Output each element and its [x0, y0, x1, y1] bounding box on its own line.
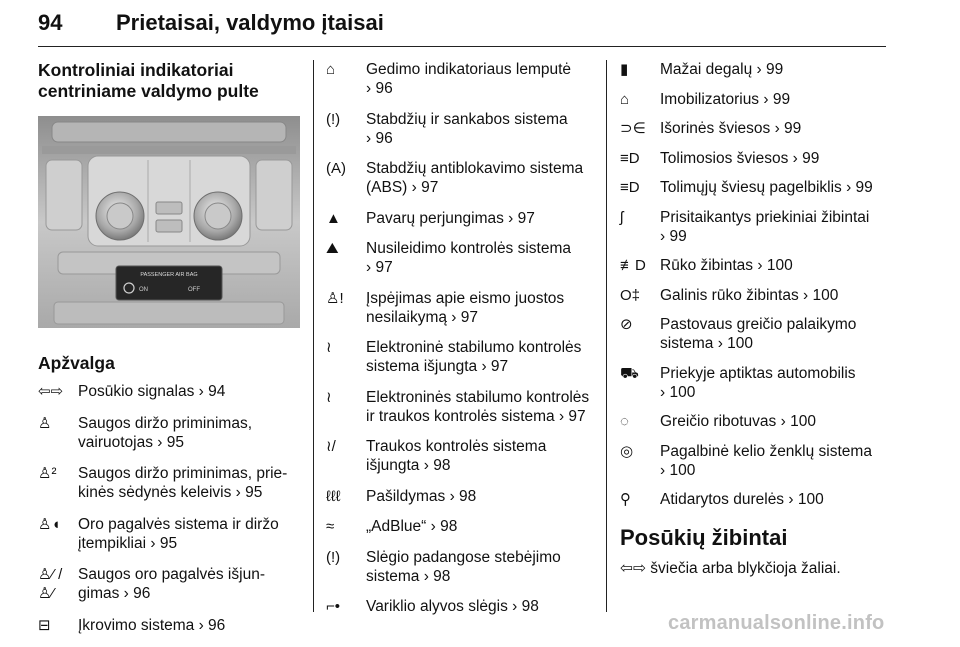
fuel-icon: ▮	[620, 61, 629, 78]
turn-signal-icon: ⇦⇨	[620, 560, 646, 577]
indicator-row	[620, 442, 890, 480]
indicator-text	[366, 548, 592, 586]
indicator-label: Stabdžių ir sankabos sistema	[366, 110, 568, 128]
airbag-icon: ♙◖	[38, 515, 61, 533]
vehicle-ahead-icon: ⛟	[620, 364, 639, 382]
page-reference-link[interactable]: › 100	[660, 461, 696, 479]
indicator-text	[660, 286, 890, 305]
indicator-text	[660, 256, 890, 275]
indicator-text	[366, 597, 592, 616]
page-reference-link[interactable]: › 100	[660, 383, 696, 401]
indicator-text	[366, 110, 592, 148]
indicator-label: Elektroninės stabilumo kontrolės ir traukos kontrolės sistema	[366, 388, 590, 425]
photo-label: PASSENGER AIR BAG	[140, 272, 198, 278]
indicator-row	[620, 119, 890, 138]
page-reference-link[interactable]: › 100	[757, 257, 793, 274]
indicator-label: Slėgio padangose stebėjimo sistema	[366, 548, 561, 585]
indicator-label: Tolimųjų šviesų pagelbiklis	[660, 179, 847, 196]
indicator-label: Priekyje aptiktas automobilis	[660, 364, 856, 382]
page-reference-link[interactable]: › 99	[763, 90, 791, 108]
page-reference-link[interactable]: › 100	[803, 286, 839, 304]
page-reference-link[interactable]: › 97	[366, 259, 393, 276]
page-reference-link[interactable]: › 97	[508, 209, 535, 227]
watermark: carmanualsonline.info	[668, 612, 885, 634]
paragraph	[620, 559, 890, 578]
indicator-text	[660, 364, 890, 402]
overview-title: Apžvalga	[38, 353, 115, 373]
tire-pressure-icon: (!)	[326, 548, 341, 566]
page-reference-link[interactable]: › 99	[846, 179, 873, 196]
exterior-lights-icon: ⊃∈	[620, 120, 646, 137]
page-reference-link[interactable]: › 100	[717, 335, 754, 352]
indicator-label: Traukos kontrolės sistema išjungta	[366, 438, 547, 474]
high-beam-assist-icon: ≡D	[620, 179, 640, 196]
indicator-text	[660, 412, 890, 431]
oil-pressure-icon: ⌐•	[326, 598, 341, 615]
adblue-icon: ≈	[326, 518, 335, 535]
indicator-row	[326, 388, 592, 426]
indicator-label: Išorinės šviesos	[660, 120, 775, 137]
column-1	[38, 60, 300, 647]
preheat-icon: ℓℓℓ	[326, 487, 341, 505]
indicator-text	[660, 315, 890, 353]
indicator-row	[620, 208, 890, 246]
cruise-control-icon: ⊘	[620, 316, 633, 333]
page-reference-link[interactable]: › 97	[411, 179, 439, 196]
abs-icon: (A)	[326, 160, 346, 177]
indicator-label: Variklio alyvos slėgis	[366, 598, 513, 615]
page-reference-link[interactable]: › 99	[774, 120, 802, 137]
indicator-row	[38, 565, 300, 603]
page-reference-link[interactable]: › 98	[430, 518, 458, 535]
indicator-text	[366, 60, 592, 98]
indicator-label: Mažai degalų	[660, 61, 757, 78]
indicator-row	[620, 286, 890, 305]
indicator-row	[326, 597, 592, 616]
page-reference-link[interactable]: › 95	[157, 433, 184, 451]
immobilizer-icon: ⌂	[620, 90, 630, 108]
indicator-text	[660, 60, 890, 79]
indicator-text	[366, 487, 592, 506]
indicator-row	[620, 256, 890, 275]
indicator-row	[326, 437, 592, 475]
esc-off-icon: ≀	[326, 339, 332, 356]
indicator-text	[78, 382, 300, 401]
indicator-text	[660, 178, 890, 197]
indicator-row	[326, 60, 592, 98]
page-reference-link[interactable]: › 99	[756, 61, 784, 78]
speed-limiter-icon: ◌	[620, 413, 629, 430]
page-reference-link[interactable]: › 96	[366, 80, 393, 97]
indicator-row	[326, 338, 592, 376]
indicator-list	[326, 60, 592, 616]
indicator-label: Įkrovimo sistema	[78, 616, 199, 634]
indicator-text	[78, 565, 300, 603]
indicator-row	[38, 616, 300, 635]
page-title: Prietaisai, valdymo įtaisai	[116, 10, 384, 35]
column-divider	[606, 60, 607, 612]
adaptive-headlight-icon: ʃ	[620, 208, 624, 226]
indicator-label: Pagalbinė kelio ženklų sistema	[660, 442, 872, 460]
indicator-label: Prisitaikantys priekiniai žibintai	[660, 208, 870, 226]
indicator-row	[326, 239, 592, 277]
indicator-row	[326, 487, 592, 506]
indicator-label: Saugos oro pagalvės išjungimas	[78, 566, 265, 602]
indicator-label: Rūko žibintas	[660, 257, 758, 274]
airbag-off-icon: ♙⁄	[38, 585, 54, 602]
indicator-row	[620, 60, 890, 79]
indicator-row	[620, 412, 890, 431]
rear-fog-icon: O‡	[620, 286, 641, 304]
indicator-label: Įspėjimas apie eismo juostos nesilaikymą	[366, 289, 565, 326]
page-reference-link[interactable]: › 95	[235, 484, 263, 501]
page-reference-link[interactable]: › 96	[123, 585, 151, 602]
page-reference-link[interactable]: › 98	[512, 598, 539, 615]
page-reference-link[interactable]: › 97	[451, 308, 478, 326]
indicator-text	[660, 208, 890, 246]
lane-departure-icon: ♙!	[326, 289, 344, 307]
high-beam-icon: ≡D	[620, 149, 640, 167]
column-2	[326, 60, 592, 628]
indicator-text	[660, 490, 890, 509]
indicator-text	[78, 616, 300, 635]
page-reference-link[interactable]: › 98	[449, 487, 477, 505]
indicator-label: Pavarų perjungimas	[366, 209, 509, 227]
indicator-row	[326, 517, 592, 536]
indicator-text	[366, 239, 592, 277]
indicator-row	[326, 209, 592, 228]
section-title: Posūkių žibintai	[620, 525, 788, 550]
indicator-text	[366, 338, 592, 376]
indicator-text	[366, 437, 592, 475]
indicator-row	[326, 289, 592, 327]
brake-icon: (!)	[326, 110, 341, 128]
indicator-row	[620, 315, 890, 353]
page-reference-link[interactable]: › 96	[366, 129, 393, 147]
indicator-text	[366, 388, 592, 426]
indicator-text	[78, 414, 300, 452]
indicator-list	[38, 382, 300, 635]
seatbelt-driver-icon: ♙	[38, 414, 52, 432]
battery-icon: ⊟	[38, 616, 51, 634]
page-reference-link[interactable]: › 95	[150, 534, 178, 552]
turn-signal-icon: ⇦⇨	[38, 383, 64, 400]
gear-shift-icon: ▲	[326, 209, 341, 227]
page-header	[38, 6, 886, 46]
page-reference-link[interactable]: › 100	[788, 491, 824, 508]
indicator-row	[38, 464, 300, 502]
indicator-text	[660, 119, 890, 138]
indicator-label: Tolimosios šviesos	[660, 149, 793, 167]
indicator-row	[38, 382, 300, 401]
airbag-off-icon	[38, 565, 78, 603]
indicator-text	[660, 90, 890, 109]
page-reference-link[interactable]: › 98	[423, 457, 451, 474]
esc-icon: ≀	[326, 388, 332, 406]
page-reference-link[interactable]: › 97	[481, 358, 509, 375]
airbag-off-icon: ♙⁄ /	[38, 566, 63, 583]
header-divider	[38, 46, 886, 47]
indicator-label: Imobilizatorius	[660, 90, 764, 108]
indicator-row	[326, 110, 592, 148]
photo-on-text: ON	[139, 287, 148, 293]
indicator-text	[660, 149, 890, 168]
indicator-text	[366, 289, 592, 327]
indicator-row	[620, 490, 890, 509]
page-reference-link[interactable]: › 100	[780, 413, 816, 430]
indicator-label: Greičio ribotuvas	[660, 413, 781, 430]
indicator-row	[38, 414, 300, 452]
column-divider	[313, 60, 314, 612]
indicator-text	[366, 209, 592, 228]
page-reference-link[interactable]: › 99	[660, 227, 687, 245]
page-reference-link[interactable]: › 97	[558, 407, 586, 425]
indicator-text	[366, 159, 592, 197]
indicator-row	[38, 515, 300, 553]
indicator-row	[620, 178, 890, 197]
indicator-label: Oro pagalvės sistema ir diržo įtempikliai	[78, 515, 279, 552]
page-reference-link[interactable]: › 94	[198, 383, 226, 400]
indicator-label: Saugos diržo priminimas, vairuotojas	[78, 414, 253, 451]
hill-descent-icon: ⛰	[326, 240, 339, 257]
door-open-icon: ⚲	[620, 491, 631, 508]
indicator-text	[366, 517, 592, 536]
indicator-row	[620, 90, 890, 109]
page-reference-link[interactable]: › 98	[423, 567, 451, 585]
indicator-label: „AdBlue“	[366, 518, 431, 535]
traffic-sign-icon: ◎	[620, 442, 634, 460]
indicator-label: Saugos diržo priminimas, priekinės sėdynės keleivis	[78, 465, 288, 501]
indicator-label: Gedimo indikatoriaus lemputė	[366, 61, 572, 78]
indicator-row	[326, 159, 592, 197]
page-reference-link[interactable]: › 96	[198, 616, 226, 634]
column-3	[620, 60, 890, 578]
indicator-label: Galinis rūko žibintas	[660, 286, 804, 304]
fog-light-icon: ≢D	[620, 257, 646, 274]
section-title: Kontroliniai indikatoriai centriniame valdymo pulte	[38, 60, 259, 101]
indicator-label: Elektroninė stabilumo kontrolės sistema išjungta	[366, 339, 582, 375]
indicator-text	[78, 515, 300, 553]
console-photo	[38, 116, 300, 328]
indicator-label: Stabdžių antiblokavimo sistema (ABS)	[366, 160, 584, 196]
indicator-row	[620, 364, 890, 402]
indicator-label: Pastovaus greičio palaikymo sistema	[660, 316, 857, 352]
indicator-row	[620, 149, 890, 168]
photo-off-text: OFF	[188, 287, 200, 293]
indicator-label: Pašildymas	[366, 487, 450, 505]
indicator-list	[620, 60, 890, 509]
traction-off-icon: ≀/	[326, 438, 336, 455]
indicator-label: Posūkio signalas	[78, 383, 199, 400]
paragraph-text: šviečia arba blykčioja žaliai.	[645, 560, 841, 577]
page-reference-link[interactable]: › 99	[792, 149, 820, 167]
engine-icon: ⌂	[326, 61, 336, 78]
page-number: 94	[38, 10, 63, 35]
indicator-label: Atidarytos durelės	[660, 491, 789, 508]
indicator-text	[660, 442, 890, 480]
indicator-label: Nusileidimo kontrolės sistema	[366, 240, 572, 257]
indicator-row	[326, 548, 592, 586]
indicator-text	[78, 464, 300, 502]
seatbelt-passenger-icon: ♙²	[38, 465, 57, 482]
